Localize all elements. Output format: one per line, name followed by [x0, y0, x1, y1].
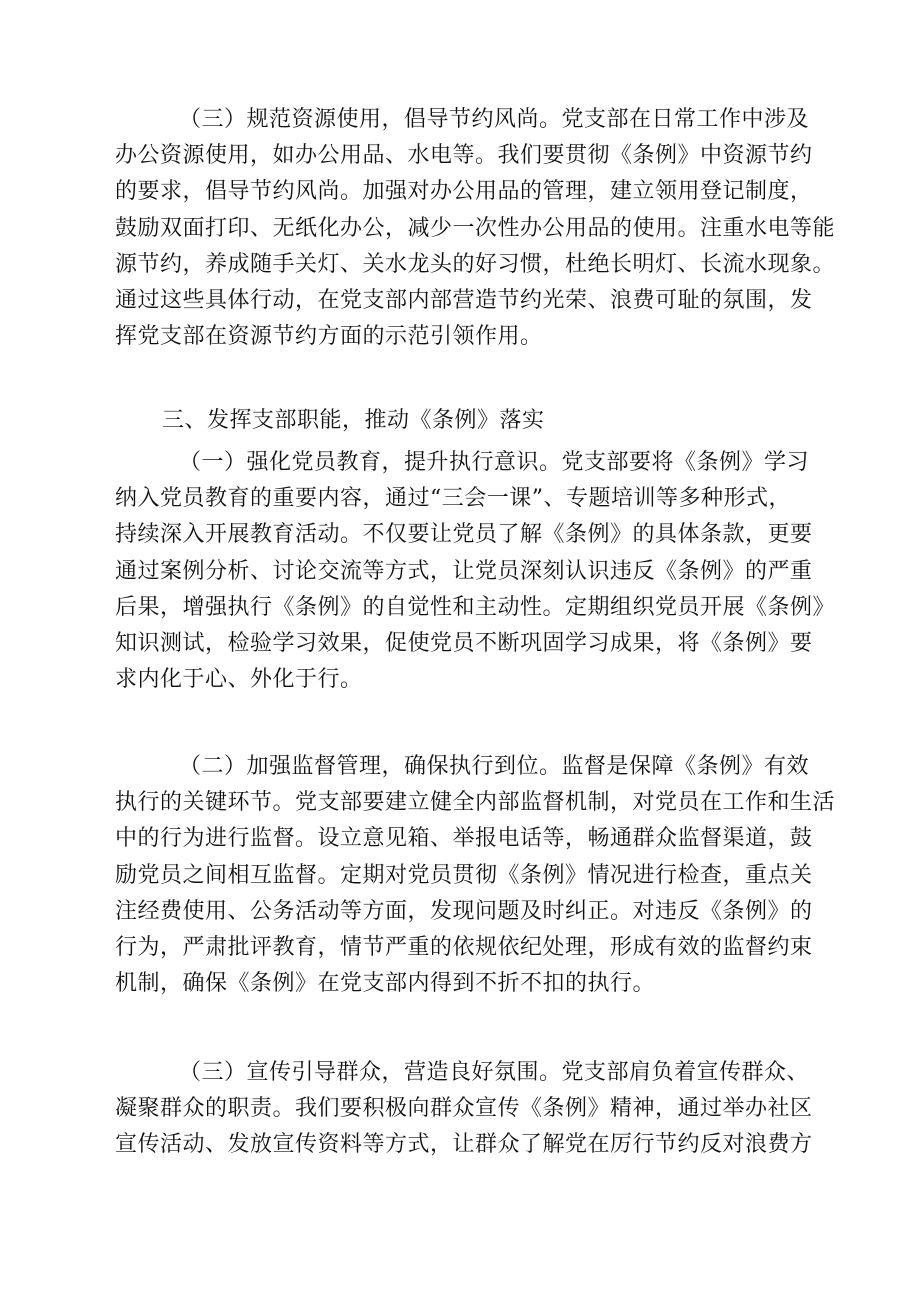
paragraph-line: 机制，确保《条例》在党支部内得到不折不扣的执行。	[115, 971, 656, 997]
paragraph-line: 行为，严肃批评教育，情节严重的依规依纪处理，形成有效的监督约束	[115, 935, 813, 961]
paragraph-publicity	[115, 1055, 833, 1164]
paragraph-line: 求内化于心、外化于行。	[115, 667, 363, 693]
paragraph-line: 励党员之间相互监督。定期对党员贯彻《条例》情况进行检查，重点关	[115, 862, 813, 888]
paragraph-education	[115, 445, 836, 698]
paragraph-line: 鼓励双面打印、无纸化办公，减少一次性办公用品的使用。注重水电等能	[115, 215, 836, 241]
paragraph-supervision	[115, 749, 836, 1002]
paragraph-line: （二）加强监督管理，确保执行到位。监督是保障《条例》有效	[179, 754, 810, 779]
paragraph-line: 办公资源使用，如办公用品、水电等。我们要贯彻《条例》中资源节约	[115, 143, 813, 169]
paragraph-line: 中的行为进行监督。设立意见箱、举报电话等，畅通群众监督渠道，鼓	[115, 826, 813, 852]
paragraph-line: 源节约，养成随手关灯、关水龙头的好习惯，杜绝长明灯、长流水现象。	[115, 251, 836, 277]
paragraph-line: 宣传活动、发放宣传资料等方式，让群众了解党在厉行节约反对浪费方	[115, 1132, 813, 1158]
paragraph-line: 纳入党员教育的重要内容，通过“三会一课”、专题培训等多种形式，	[115, 486, 791, 512]
paragraph-line: 的要求，倡导节约风尚。加强对办公用品的管理，建立领用登记制度，	[115, 179, 813, 205]
paragraph-line: 通过案例分析、讨论交流等方式，让党员深刻认识违反《条例》的严重	[115, 558, 813, 584]
paragraph-line: 执行的关键环节。党支部要建立健全内部监督机制，对党员在工作和生活	[115, 790, 836, 816]
paragraph-line: （三）宣传引导群众，营造良好氛围。党支部肩负着宣传群众、	[179, 1060, 810, 1085]
paragraph-line: （三）规范资源使用，倡导节约风尚。党支部在日常工作中涉及	[179, 107, 810, 132]
paragraph-line: 持续深入开展教育活动。不仅要让党员了解《条例》的具体条款，更要	[115, 522, 813, 548]
paragraph-line: 通过这些具体行动，在党支部内部营造节约光荣、浪费可耻的氛围，发	[115, 288, 813, 314]
paragraph-line: 挥党支部在资源节约方面的示范引领作用。	[115, 324, 543, 350]
paragraph-line: 注经费使用、公务活动等方面，发现问题及时纠正。对违反《条例》的	[115, 898, 813, 924]
section-heading: 三、发挥支部职能，推动《条例》落实	[162, 408, 545, 433]
paragraph-line: 知识测试，检验学习效果，促使党员不断巩固学习成果，将《条例》要	[115, 631, 813, 657]
paragraph-resource-use	[115, 102, 836, 355]
paragraph-line: 后果，增强执行《条例》的自觉性和主动性。定期组织党员开展《条例》	[115, 594, 836, 620]
paragraph-line: 凝聚群众的职责。我们要积极向群众宣传《条例》精神，通过举办社区	[115, 1096, 813, 1122]
paragraph-line: （一）强化党员教育，提升执行意识。党支部要将《条例》学习	[179, 450, 810, 475]
